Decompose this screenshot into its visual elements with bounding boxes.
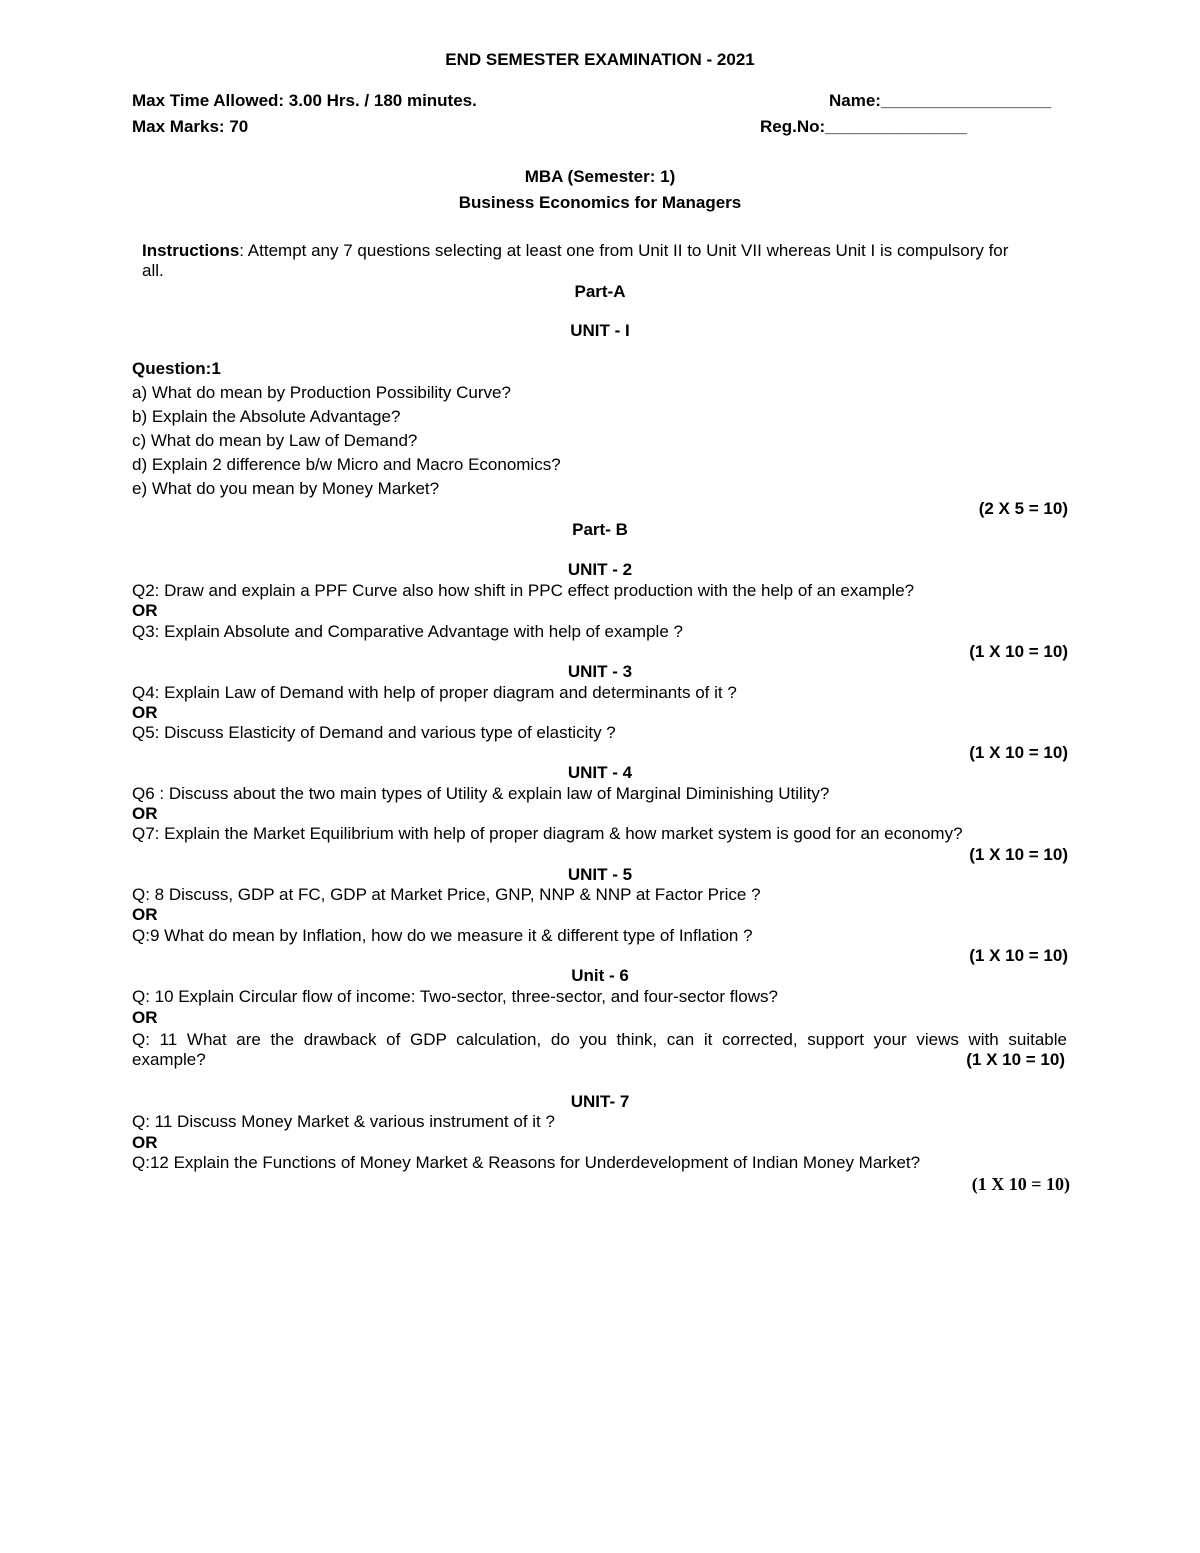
or-label: OR	[132, 703, 158, 722]
question-3: Q3: Explain Absolute and Comparative Advantage with help of example ?	[132, 622, 683, 641]
exam-title: END SEMESTER EXAMINATION - 2021	[445, 50, 755, 69]
unit-3-marks: (1 X 10 = 10)	[969, 743, 1068, 762]
instructions-text: : Attempt any 7 questions selecting at least one from Unit II to Unit VII whereas Unit I is compulsory for	[239, 241, 1009, 260]
unit-7-title: UNIT- 7	[570, 1092, 630, 1111]
unit-1-title: UNIT - I	[570, 321, 630, 340]
unit-2-title: UNIT - 2	[567, 560, 633, 579]
regno-field	[760, 117, 967, 137]
question-12: Q:12 Explain the Functions of Money Market & Reasons for Underdevelopment of Indian Money Market?	[132, 1153, 921, 1172]
or-label: OR	[132, 601, 158, 620]
question-1-item: c) What do mean by Law of Demand?	[132, 431, 418, 450]
question-4: Q4: Explain Law of Demand with help of proper diagram and determinants of it ?	[132, 683, 737, 702]
question-1-item: a) What do mean by Production Possibility Curve?	[132, 383, 511, 402]
instructions	[142, 241, 1008, 261]
unit-5-title: UNIT - 5	[567, 865, 633, 884]
or-label: OR	[132, 905, 158, 924]
question-9: Q:9 What do mean by Inflation, how do we measure it & different type of Inflation ?	[132, 926, 753, 945]
subject-title: Business Economics for Managers	[458, 193, 742, 212]
part-b-title: Part- B	[572, 520, 628, 539]
question-11a: Q: 11 What are the drawback of GDP calculation, do you think, can it corrected, support your views with suitable	[132, 1030, 1067, 1049]
question-5: Q5: Discuss Elasticity of Demand and various type of elasticity ?	[132, 723, 616, 742]
part-a-title: Part-A	[574, 282, 626, 301]
question-8: Q: 8 Discuss, GDP at FC, GDP at Market Price, GNP, NNP & NNP at Factor Price ?	[132, 885, 761, 904]
question-10: Q: 10 Explain Circular flow of income: Two-sector, three-sector, and four-sector flows?	[132, 987, 778, 1006]
or-label: OR	[132, 1008, 158, 1027]
regno-label: Reg.No:	[760, 117, 826, 136]
unit-2-marks: (1 X 10 = 10)	[969, 642, 1068, 661]
unit-4-title: UNIT - 4	[567, 763, 633, 782]
max-marks: Max Marks: 70	[132, 117, 249, 136]
question-1-item: e) What do you mean by Money Market?	[132, 479, 440, 498]
name-field	[829, 91, 1051, 111]
unit-4-marks: (1 X 10 = 10)	[969, 845, 1068, 864]
instructions-label: Instructions	[142, 241, 240, 260]
question-11a-continued: example?	[132, 1050, 206, 1069]
unit-7-marks: (1 X 10 = 10)	[971, 1174, 1070, 1194]
name-label: Name:	[829, 91, 881, 110]
unit-5-marks: (1 X 10 = 10)	[969, 946, 1068, 965]
question-1-item: d) Explain 2 difference b/w Micro and Macro Economics?	[132, 455, 561, 474]
name-blank: __________________	[880, 91, 1052, 110]
program-title: MBA (Semester: 1)	[524, 167, 676, 186]
part-a-marks: (2 X 5 = 10)	[978, 499, 1068, 518]
or-label: OR	[132, 804, 158, 823]
regno-blank: _______________	[825, 117, 967, 136]
max-time: Max Time Allowed: 3.00 Hrs. / 180 minutes.	[132, 91, 477, 110]
unit-3-title: UNIT - 3	[567, 662, 633, 681]
unit-6-marks: (1 X 10 = 10)	[966, 1050, 1065, 1069]
question-6: Q6 : Discuss about the two main types of Utility & explain law of Marginal Diminishing Utility?	[132, 784, 830, 803]
question-1-item: b) Explain the Absolute Advantage?	[132, 407, 401, 426]
question-7: Q7: Explain the Market Equilibrium with help of proper diagram & how market system is good for an economy?	[132, 824, 963, 843]
or-label: OR	[132, 1133, 158, 1152]
instructions-continued: all.	[142, 261, 164, 280]
question-1-label: Question:1	[132, 359, 221, 378]
question-2: Q2: Draw and explain a PPF Curve also how shift in PPC effect production with the help of an example?	[132, 581, 915, 600]
unit-6-title: Unit - 6	[571, 966, 629, 985]
question-11b: Q: 11 Discuss Money Market & various instrument of it ?	[132, 1112, 555, 1131]
